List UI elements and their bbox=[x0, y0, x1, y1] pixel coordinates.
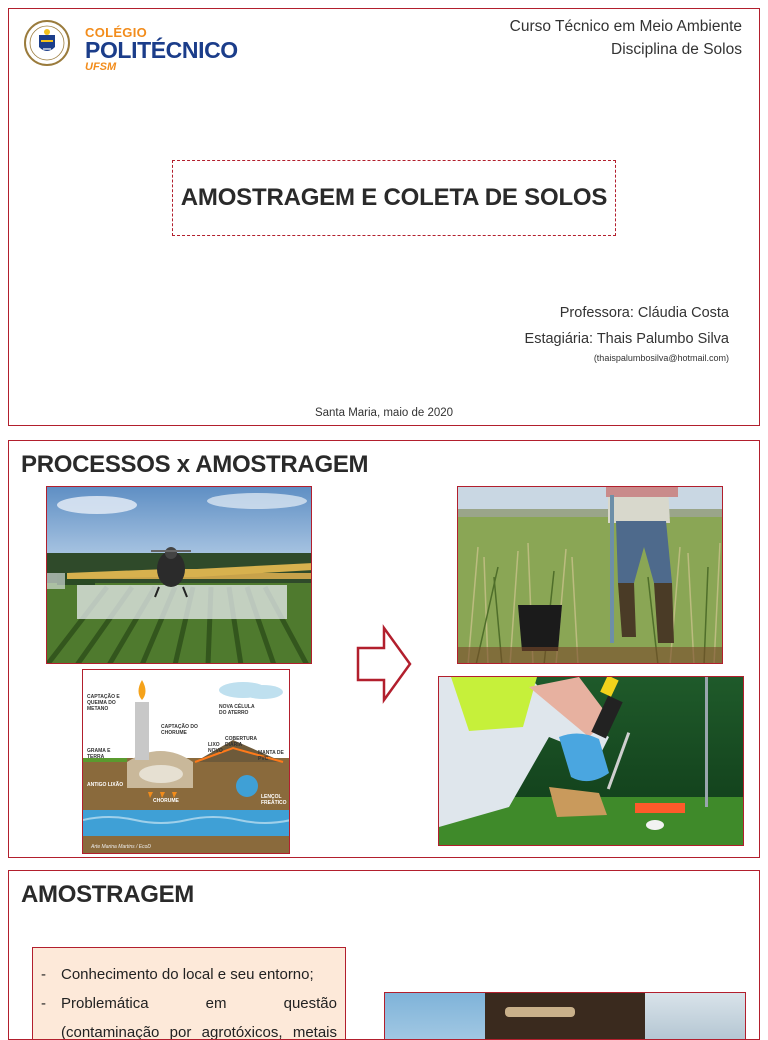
label-water-table: LENÇOL FREÁTICO bbox=[261, 794, 287, 806]
slide-processes bbox=[8, 440, 760, 858]
soil-probe-photo bbox=[438, 676, 744, 846]
photo-soil bbox=[485, 993, 645, 1040]
crop-spraying-photo bbox=[46, 486, 312, 664]
bullet-dash-icon: - bbox=[41, 966, 46, 983]
college-logo bbox=[23, 19, 243, 73]
logo-line-colegio: COLÉGIO bbox=[85, 25, 148, 40]
course-info bbox=[510, 15, 742, 61]
landfill-diagram bbox=[82, 669, 290, 854]
bullet-list-box bbox=[32, 947, 346, 1040]
label-methane: CAPTAÇÃO E QUEIMA DO METANO bbox=[87, 694, 120, 712]
bullet-item bbox=[41, 989, 337, 1018]
label-pvc: MANTA DE PVC bbox=[258, 750, 284, 762]
photo-sky bbox=[385, 993, 485, 1040]
bullet-text: (contaminação por agrotóxicos, metais bbox=[61, 1024, 337, 1040]
slide-title bbox=[8, 8, 760, 426]
logo-line-politecnico: POLITÉCNICO bbox=[85, 37, 238, 63]
professor-name: Professora: Cláudia Costa bbox=[559, 305, 729, 321]
label-new-cell: NOVA CÉLULA DO ATERRO bbox=[219, 704, 255, 716]
intern-name: Estagiária: Thais Palumbo Silva bbox=[524, 331, 729, 347]
university-crest-icon bbox=[23, 19, 71, 67]
slide-title-sampling: AMOSTRAGEM bbox=[21, 881, 194, 908]
logo-line-ufsm: UFSM bbox=[85, 61, 117, 73]
bullet-item bbox=[41, 1018, 337, 1040]
bullet-text: Problemática em questão bbox=[61, 995, 337, 1012]
title-box bbox=[172, 160, 616, 236]
presentation-title: AMOSTRAGEM E COLETA DE SOLOS bbox=[180, 184, 608, 211]
bullet-dash-icon: - bbox=[41, 995, 46, 1012]
label-new-waste: LIXO NOVO bbox=[208, 742, 223, 754]
course-name: Curso Técnico em Meio Ambiente bbox=[509, 18, 742, 35]
sampling-photo-strip bbox=[384, 992, 746, 1040]
label-leachate: CHORUME bbox=[153, 798, 179, 804]
bullet-text: Conhecimento do local e seu entorno; bbox=[61, 966, 314, 983]
label-daily-cover: COBERTURA DIÁRIA bbox=[225, 736, 257, 748]
discipline-name: Disciplina de Solos bbox=[611, 41, 742, 58]
place-date: Santa Maria, maio de 2020 bbox=[314, 407, 454, 419]
photo-probe bbox=[645, 993, 745, 1040]
intern-email: (thaispalumbosilva@hotmail.com) bbox=[593, 353, 729, 363]
field-sampling-photo bbox=[457, 486, 723, 664]
slide-title-processes: PROCESSOS x AMOSTRAGEM bbox=[21, 451, 369, 478]
label-old-waste: ANTIGO LIXÃO bbox=[87, 782, 124, 788]
slide-sampling bbox=[8, 870, 760, 1040]
right-arrow-icon bbox=[356, 624, 414, 704]
bullet-item bbox=[41, 960, 337, 989]
label-leachate-capture: CAPTAÇÃO DO CHORUME bbox=[161, 724, 198, 736]
image-credit: Arte Marina Martins / EcoD bbox=[91, 844, 152, 850]
label-grass: GRAMA E TERRA bbox=[87, 748, 111, 760]
